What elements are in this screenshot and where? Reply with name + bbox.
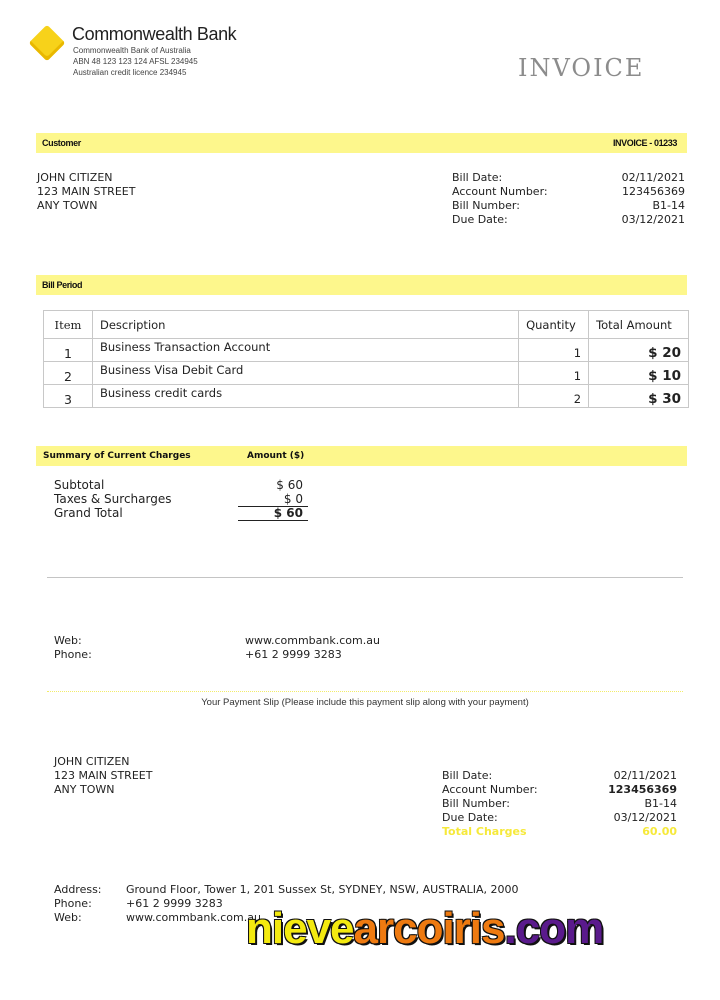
summary-title: Summary of Current Charges (43, 451, 191, 461)
customer-address (37, 171, 135, 213)
customer-town: ANY TOWN (37, 199, 98, 212)
slip-total-charges-row (442, 825, 677, 839)
slip-bill-number-label: Bill Number: (442, 797, 510, 810)
footer-phone-value: +61 2 9999 3283 (126, 897, 223, 910)
bill-number-row (452, 199, 685, 213)
footer-address-value: Ground Floor, Tower 1, 201 Sussex St, SYDNEY, NSW, AUSTRALIA, 2000 (126, 883, 519, 896)
bill-date-label: Bill Date: (452, 171, 503, 184)
brand-name: Commonwealth Bank (72, 24, 237, 44)
footer-address-label: Address: (54, 883, 102, 896)
grand-total-label: Grand Total (54, 506, 123, 520)
grand-total-value: $ 60 (273, 506, 303, 520)
item-number: 1 (44, 339, 93, 362)
item-amount: $ 10 (589, 362, 689, 385)
bill-date-row (452, 171, 685, 185)
footer-web-value[interactable]: www.commbank.com.au (126, 911, 261, 924)
commbank-logo-icon (29, 25, 66, 62)
slip-bill-number-value: B1-14 (644, 797, 677, 810)
table-row (44, 339, 689, 362)
item-description: Business credit cards (92, 385, 518, 408)
subtotal-label: Subtotal (54, 478, 105, 492)
slip-account-number-row (442, 783, 677, 797)
item-description: Business Transaction Account (92, 339, 518, 362)
document-title: INVOICE (518, 54, 645, 82)
brand-line-abn: ABN 48 123 123 124 AFSL 234945 (73, 57, 198, 66)
web-value[interactable]: www.commbank.com.au (245, 634, 380, 647)
slip-bill-date-value: 02/11/2021 (613, 769, 677, 782)
due-date-label: Due Date: (452, 213, 508, 226)
slip-bill-date-row (442, 769, 677, 783)
item-description: Business Visa Debit Card (92, 362, 518, 385)
summary-amount-header: Amount ($) (247, 451, 305, 461)
item-amount: $ 30 (589, 385, 689, 408)
summary-bar (36, 446, 687, 466)
bill-date-value: 02/11/2021 (621, 171, 685, 184)
table-row (44, 385, 689, 408)
taxes-value: $ 0 (283, 492, 303, 506)
slip-bill-date-label: Bill Date: (442, 769, 493, 782)
customer-name: JOHN CITIZEN (37, 171, 113, 184)
customer-street: 123 MAIN STREET (37, 185, 136, 198)
account-number-row (452, 185, 685, 199)
slip-customer-street: 123 MAIN STREET (54, 769, 153, 782)
item-number: 3 (44, 385, 93, 408)
bill-info (452, 171, 685, 227)
bill-number-value: B1-14 (652, 199, 685, 212)
brand-line-licence: Australian credit licence 234945 (73, 68, 187, 77)
bill-period-bar (36, 275, 687, 295)
account-number-value: 123456369 (622, 185, 685, 198)
brand-line-company: Commonwealth Bank of Australia (73, 46, 191, 55)
item-quantity: 1 (519, 339, 589, 362)
grand-total-rule-bottom (238, 520, 308, 521)
column-header-total-amount: Total Amount (589, 311, 689, 339)
payment-slip-note: Your Payment Slip (Please include this payment slip along with your payment) (201, 697, 529, 708)
table-row (44, 362, 689, 385)
watermark (246, 904, 603, 954)
account-number-label: Account Number: (452, 185, 548, 198)
slip-account-number-value: 123456369 (608, 783, 677, 796)
table-header-row (44, 311, 689, 339)
watermark-part-3: .com (504, 904, 604, 953)
slip-due-date-label: Due Date: (442, 811, 498, 824)
customer-bar (36, 133, 687, 153)
item-amount: $ 20 (589, 339, 689, 362)
subtotal-value: $ 60 (276, 478, 303, 492)
section-divider (47, 577, 683, 578)
due-date-value: 03/12/2021 (621, 213, 685, 226)
item-quantity: 1 (519, 362, 589, 385)
slip-total-charges-label: Total Charges (442, 825, 527, 838)
footer-phone-label: Phone: (54, 897, 92, 910)
phone-label: Phone: (54, 648, 92, 661)
slip-bill-number-row (442, 797, 677, 811)
customer-bar-label: Customer (42, 138, 81, 148)
column-header-quantity: Quantity (519, 311, 589, 339)
invoice-number: INVOICE - 01233 (612, 138, 677, 148)
bill-period-label: Bill Period (42, 280, 83, 290)
item-quantity: 2 (519, 385, 589, 408)
taxes-label: Taxes & Surcharges (54, 492, 172, 506)
slip-bill-info (442, 769, 677, 839)
phone-value: +61 2 9999 3283 (245, 648, 342, 661)
slip-total-charges-value: 60.00 (642, 825, 677, 838)
slip-customer-name: JOHN CITIZEN (54, 755, 130, 768)
slip-customer-town: ANY TOWN (54, 783, 115, 796)
slip-due-date-value: 03/12/2021 (613, 811, 677, 824)
items-table (43, 310, 689, 408)
payment-slip-cut-line (47, 691, 683, 692)
slip-account-number-label: Account Number: (442, 783, 538, 796)
bill-number-label: Bill Number: (452, 199, 520, 212)
watermark-part-2: arcoiris (353, 904, 505, 953)
column-header-item: Item (44, 311, 93, 339)
item-number: 2 (44, 362, 93, 385)
column-header-description: Description (92, 311, 518, 339)
footer-web-label: Web: (54, 911, 82, 924)
slip-customer-address (54, 755, 152, 797)
due-date-row (452, 213, 685, 227)
watermark-part-1: nieve (246, 904, 354, 953)
web-label: Web: (54, 634, 82, 647)
slip-due-date-row (442, 811, 677, 825)
